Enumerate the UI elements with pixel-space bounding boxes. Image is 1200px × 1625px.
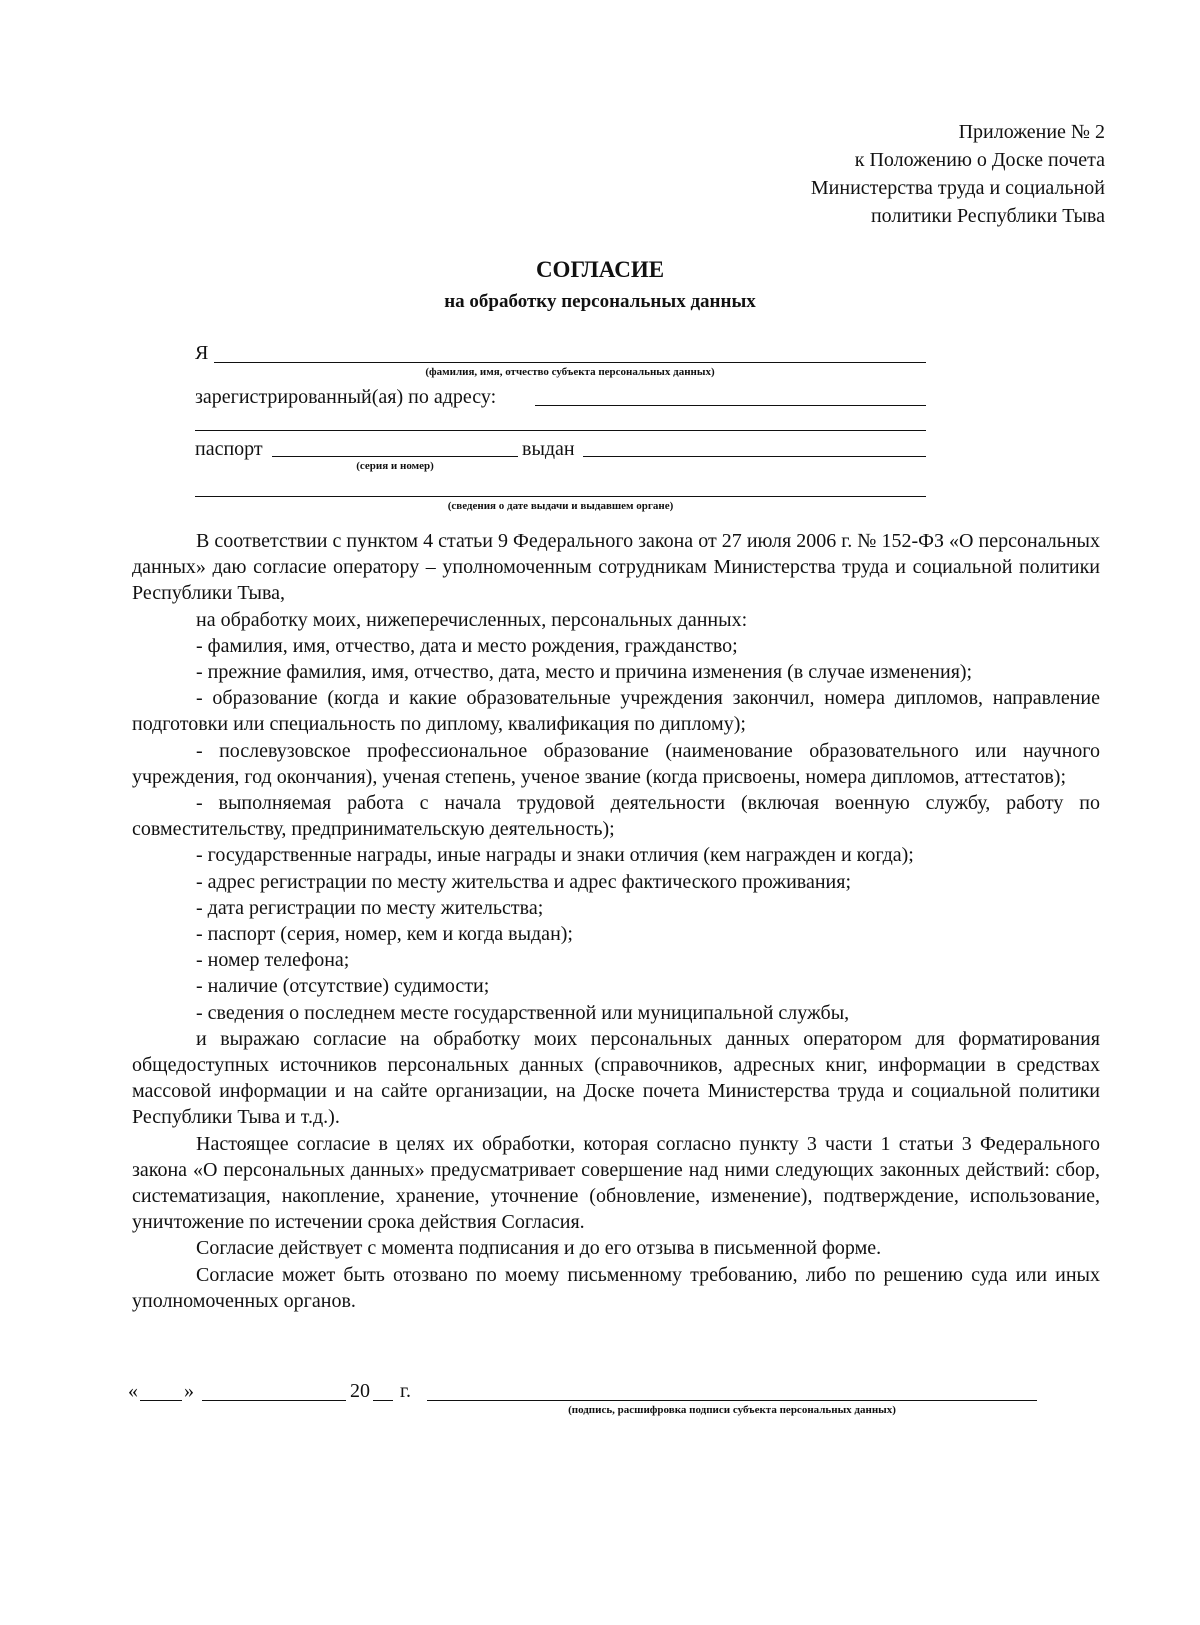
list-intro: на обработку моих, нижеперечисленных, персональных данных: <box>196 608 748 631</box>
appendix-line: политики Республики Тыва <box>870 205 1105 227</box>
appendix-reference <box>505 118 1105 230</box>
list-item: - адрес регистрации по месту жительства и адрес фактического проживания; <box>196 870 851 893</box>
day-field[interactable] <box>140 1400 182 1401</box>
appendix-line: Министерства труда и социальной <box>810 177 1105 199</box>
list-item: - дата регистрации по месту жительства; <box>196 896 544 919</box>
list-item: - сведения о последнем месте государственной или муниципальной службы, <box>196 1001 850 1024</box>
consent-body <box>132 528 1100 1314</box>
date-quote-open: « <box>128 1380 138 1402</box>
appendix-line: к Положению о Доске почета <box>854 149 1105 171</box>
address-field-continued[interactable] <box>195 430 926 431</box>
issue-details-field[interactable] <box>195 496 926 497</box>
issued-by-field[interactable] <box>583 456 926 457</box>
revoke-paragraph: Согласие может быть отозвано по моему письменному требованию, либо по решению суда или иных уполномоченных органов. <box>132 1263 1100 1312</box>
ya-label: Я <box>195 342 209 364</box>
passport-number-field[interactable] <box>272 456 518 457</box>
year-field[interactable] <box>373 1400 393 1401</box>
month-field[interactable] <box>202 1400 346 1401</box>
appendix-line: Приложение № 2 <box>958 121 1105 143</box>
full-name-field[interactable] <box>214 362 926 363</box>
address-field[interactable] <box>535 405 926 406</box>
list-item: - номер телефона; <box>196 949 350 972</box>
date-quote-close: » <box>184 1380 194 1402</box>
signature-field[interactable] <box>427 1400 1037 1401</box>
issued-label: выдан <box>522 438 575 460</box>
list-item: - наличие (отсутствие) судимости; <box>196 975 490 998</box>
year-suffix: г. <box>400 1380 411 1402</box>
list-item: - выполняемая работа с начала трудовой деятельности (включая военную службу, работу по совместительству, предпринимательскую деятельность); <box>132 792 1100 841</box>
issue-details-hint: (сведения о дате выдачи и выдавшем органе) <box>447 500 674 512</box>
year-prefix: 20 <box>350 1380 370 1402</box>
intro-paragraph: В соответствии с пунктом 4 статьи 9 Федерального закона от 27 июля 2006 г. № 152-ФЗ «О персональных данных» даю согласие оператору – уполномоченным сотрудникам Министерства труда и социальной политики Республики Тыва, <box>132 530 1100 605</box>
validity-paragraph: Согласие действует с момента подписания и до его отзыва в письменной форме. <box>196 1237 882 1260</box>
full-name-hint: (фамилия, имя, отчество субъекта персональных данных) <box>425 366 715 378</box>
list-item: - фамилия, имя, отчество, дата и место рождения, гражданство; <box>196 634 738 657</box>
consent-paragraph: и выражаю согласие на обработку моих персональных данных оператором для форматирования общедоступных источников персональных данных (справочников, адресных книг, информации в средствах массовой информации и на сайте организации, на Доске почета Министерства труда и социальной политики Республики Тыва и т.д.). <box>132 1027 1100 1129</box>
list-item: - государственные награды, иные награды и знаки отличия (кем награжден и когда); <box>196 844 914 867</box>
passport-number-hint: (серия и номер) <box>356 460 434 472</box>
list-item: - паспорт (серия, номер, кем и когда выдан); <box>196 923 573 946</box>
document-subtitle: на обработку персональных данных <box>444 291 756 312</box>
list-item: - образование (когда и какие образовательные учреждения закончил, номера дипломов, направление подготовки или специальность по диплому, квалификация по диплому); <box>132 687 1100 736</box>
list-item: - прежние фамилия, имя, отчество, дата, место и причина изменения (в случае изменения); <box>196 661 973 684</box>
signature-hint: (подпись, расшифровка подписи субъекта персональных данных) <box>568 1404 896 1416</box>
address-label: зарегистрированный(ая) по адресу: <box>195 386 497 408</box>
actions-paragraph: Настоящее согласие в целях их обработки, которая согласно пункту 3 части 1 статьи 3 Федерального закона «О персональных данных» предусматривает совершение над ними следующих законных действий: сбор, систематизация, накопление, хранение, уточнение (обновление, изменение), подтверждение, использование, уничтожение по истечении срока действия Согласия. <box>132 1132 1100 1234</box>
passport-label: паспорт <box>195 438 263 460</box>
list-item: - послевузовское профессиональное образование (наименование образовательного или научного учреждения, год окончания), ученая степень, ученое звание (когда присвоены, номера дипломов, аттестатов); <box>132 739 1100 788</box>
document-title: СОГЛАСИЕ <box>535 257 665 282</box>
